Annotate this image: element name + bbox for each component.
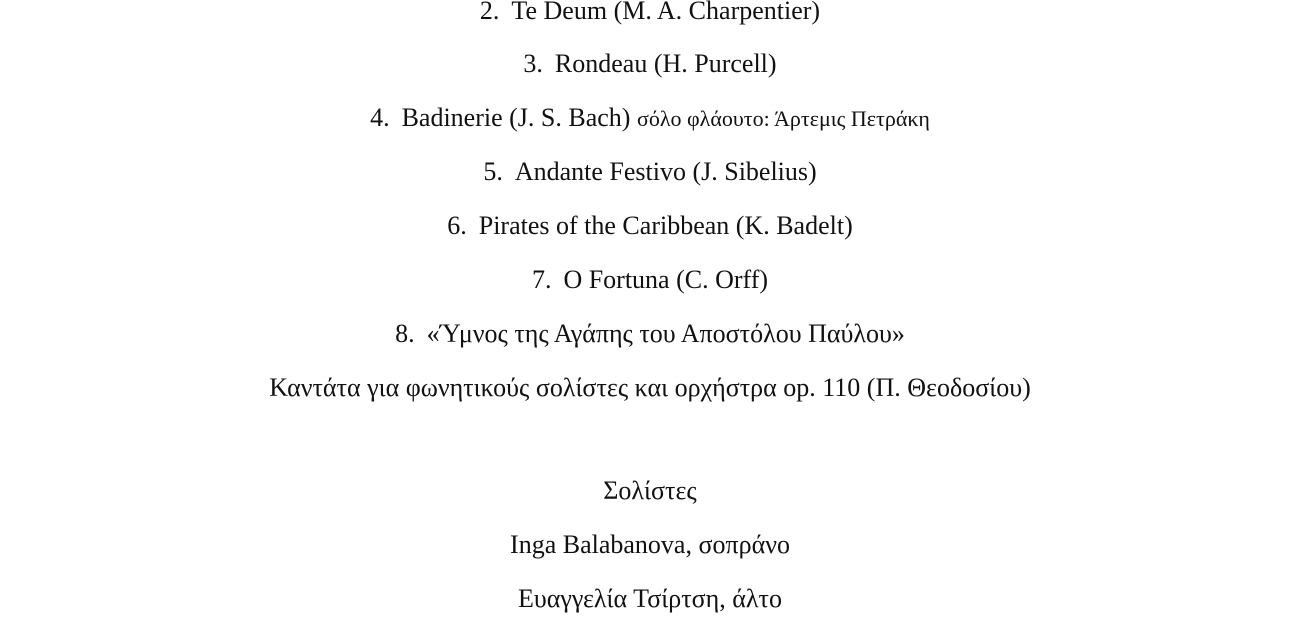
item-text: Te Deum (M. A. Charpentier) [511,0,821,25]
cantata-description: Καντάτα για φωνητικούς σολίστες και ορχήστρα op. 110 (Π. Θεοδοσίου) [269,373,1031,402]
item-text: Rondeau (H. Purcell) [554,49,777,78]
item-number: 4. [370,103,390,132]
item-text: Andante Festivo (J. Sibelius) [514,157,817,186]
program-item-2 [0,0,1300,26]
program-item-5 [0,157,1300,187]
item-text: O Fortuna (C. Orff) [563,265,769,294]
program-item-8 [0,319,1300,349]
item-number: 8. [395,319,415,348]
item-text: «Ύμνος της Αγάπης του Αποστόλου Παύλου» [426,319,905,348]
item-number: 2. [479,0,500,25]
soloists-heading: Σολίστες [603,476,697,505]
program-item-7 [0,265,1300,295]
item-number: 7. [531,265,552,294]
item-number: 5. [483,157,503,186]
item-text: Pirates of the Caribbean (K. Badelt) [478,211,853,240]
item-soloist-note: σόλο φλάουτο: Άρτεμις Πετράκη [636,106,930,131]
soloist-entry: Ευαγγελία Τσίρτση, άλτο [518,584,782,613]
program-item-3 [0,49,1300,79]
soloist-entry: Inga Balabanova, σοπράνο [510,530,790,559]
item-number: 3. [523,49,543,78]
program-item-6 [0,211,1300,241]
item-number: 6. [447,211,467,240]
item-text: Badinerie (J. S. Bach) [401,103,631,132]
program-item-4 [0,103,1300,134]
